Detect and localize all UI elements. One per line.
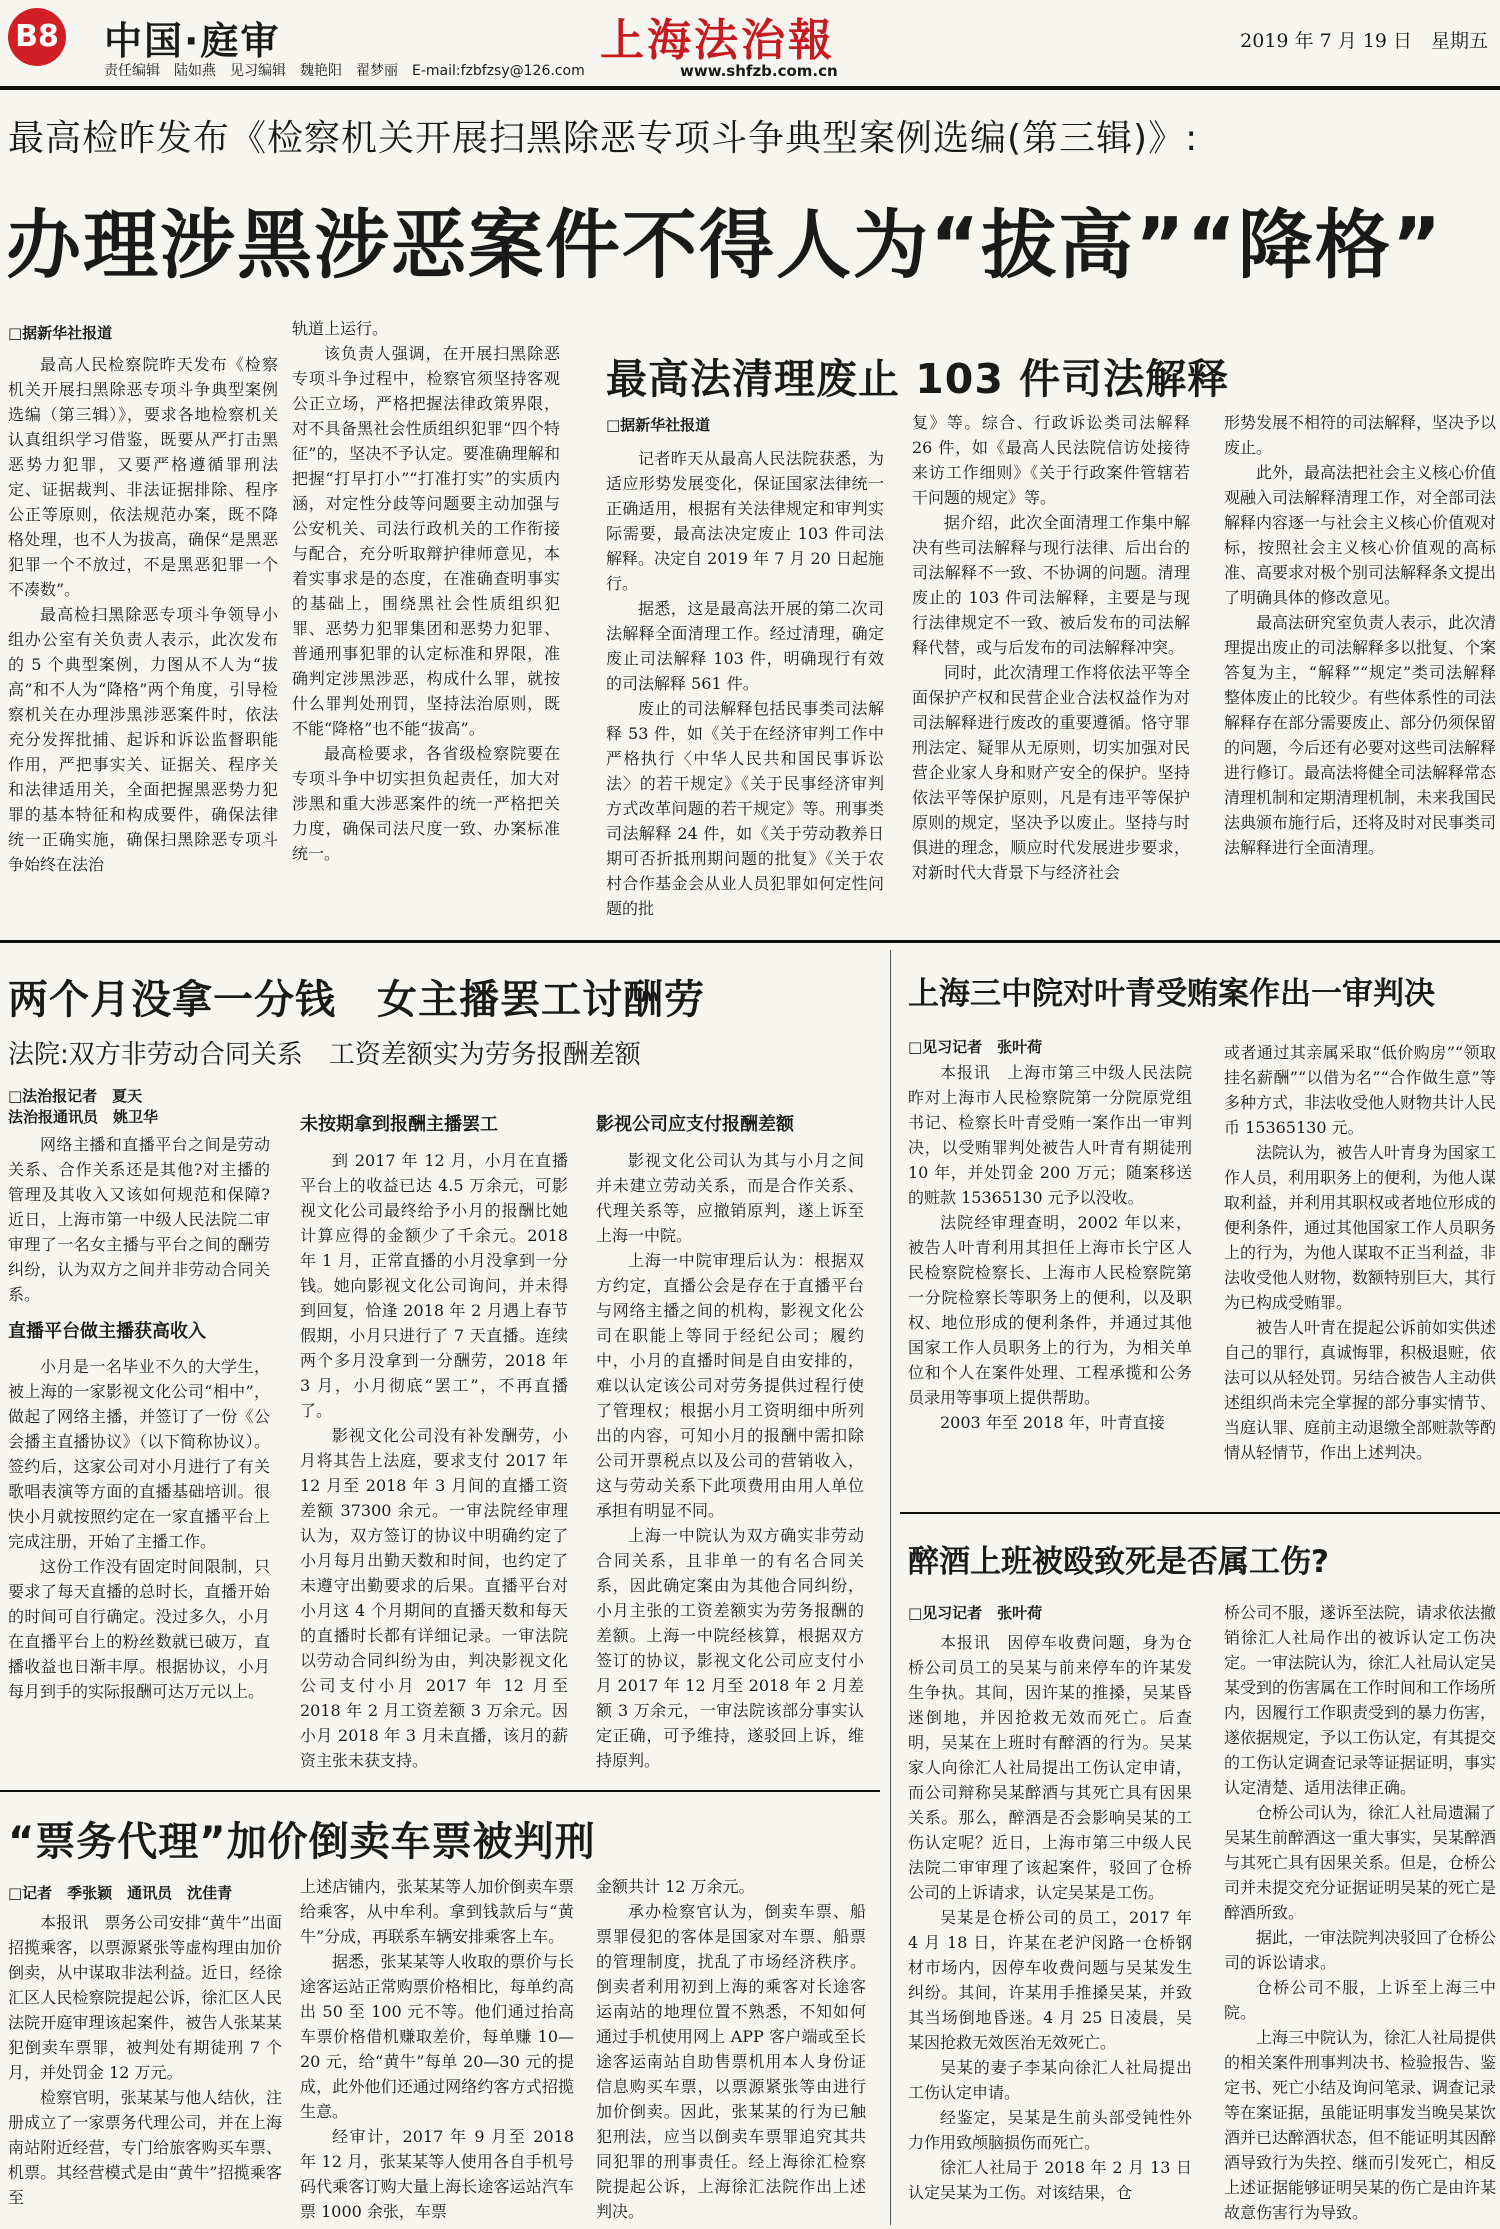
injury-byline: □见习记者 张叶荷 (908, 1604, 1043, 1622)
paragraph: 吴某的妻子李某向徐汇人社局提出工伤认定申请。 (908, 2058, 1192, 2102)
paragraph: 据悉，这是最高法开展的第二次司法解释全面清理工作。经过清理，确定废止司法解释 103 件，明确现行有效的司法解释 561 件。 (606, 599, 884, 693)
paragraph: 或者通过其亲属采取“低价购房”“领取挂名薪酬”“以借为名”“合作做生意”等多种方式，非法收受他人财物共计人民币 15365130 元。 (1224, 1043, 1497, 1137)
section-divider (0, 940, 1500, 943)
paragraph: 金额共计 12 万余元。 (596, 1877, 755, 1896)
paragraph: 桥公司不服，遂诉至法院，请求依法撤销徐汇人社局作出的被诉认定工伤决定。一审法院认为，徐汇人社局认定吴某受到的伤害属在工作时间和工作场所内，因履行工作职责受到的暴力伤害，遂依据规定，予以工伤认定，有其提交的工伤认定调查记录等证据证明，事实认定清楚、适用法律正确。 (1224, 1603, 1497, 1797)
paragraph: 这份工作没有固定时间限制，只要求了每天直播的总时长，直播开始的时间可自行确定。没过多久，小月在直播平台上的粉丝数就已破万，直播收益也日渐丰厚。根据协议，小月每月到手的实际报酬可达万元以上。 (8, 1557, 270, 1701)
paragraph: 仓桥公司认为，徐汇人社局遗漏了吴某生前醉酒这一重大事实，吴某醉酒与其死亡具有因果关系。但是，仓桥公司并未提交充分证据证明吴某的死亡是醉酒所致。 (1224, 1803, 1497, 1922)
anchor-column-2 (300, 1148, 568, 1778)
lead-column-1 (8, 352, 278, 897)
masthead-rule (0, 86, 1500, 90)
paragraph: 上述店铺内，张某某等人加价倒卖车票给乘客，从中牟利。拿到钱款后与“黄牛”分成，再联系车辆安排乘客上车。 (300, 1877, 574, 1946)
lead-headline: 办理涉黑涉恶案件不得人为“拔高”“降格” (6, 201, 1444, 289)
byline-reporter: □法治报记者 夏天 (8, 1087, 143, 1105)
bribery-byline: □见习记者 张叶荷 (908, 1038, 1043, 1056)
lead-column-2 (292, 316, 560, 896)
paragraph: 本报讯 上海市第三中级人民法院昨对上海市人民检察院第一分院原党组书记、检察长叶青受贿一案作出一审判决，以受贿罪判处被告人叶青有期徒刑 10 年，并处罚金 200 万元；随案移送的赃款 15365130 元予以没收。 (908, 1063, 1192, 1207)
paragraph: 吴某是仓桥公司的员工，2017 年 4 月 18 日，许某在老沪闵路一仓桥钢材市场内，因停车收费问题与吴某发生纠纷。其间，许某用手推搡吴某，并致其当场倒地昏迷。4 月 25 日凌晨，吴某因抢救无效医治无效死亡。 (908, 1908, 1192, 2052)
paragraph: 法院经审理查明，2002 年以来，被告人叶青利用其担任上海市长宁区人民检察院检察长、上海市人民检察院第一分院检察长等职务上的便利，以及职权、地位形成的便利条件，并通过其他国家工作人员职务上的行为，为相关单位和个人在案件处理、工程承揽和公务员录用等事项上提供帮助。 (908, 1213, 1192, 1407)
paragraph: 据此，一审法院判决驳回了仓桥公司的诉讼请求。 (1224, 1928, 1497, 1972)
newspaper-logo: 上海法治報 (600, 15, 835, 66)
byline-correspondent: 法治报通讯员 姚卫华 (8, 1108, 159, 1126)
paragraph: 最高人民检察院昨天发布《检察机关开展扫黑除恶专项斗争典型案例选编（第三辑）》，要求各地检察机关认真组织学习借鉴，既要从严打击黑恶势力犯罪，又要严格遵循罪刑法定、证据裁判、非法证据排除、程序公正等原则，依法规范办案，既不降格处理，也不人为拔高，确保“是黑恶犯罪一个不放过，不是黑恶犯罪一个不凑数”。 (8, 355, 278, 599)
anchor-byline (8, 1086, 158, 1128)
paragraph: 被告人叶青在提起公诉前如实供述自己的罪行，真诚悔罪，积极退赃，依法可以从轻处罚。另结合被告人主动供述组织尚未完全掌握的部分事实情节、当庭认罪、庭前主动退缴全部赃款等酌情从轻情节，作出上述判决。 (1224, 1318, 1497, 1462)
newspaper-url: www.shfzb.com.cn (680, 62, 838, 80)
anchor-column-1 (8, 1132, 270, 1782)
paragraph: 徐汇人社局于 2018 年 2 月 13 日认定吴某为工伤。对该结果，仓 (908, 2158, 1192, 2202)
bribery-column-2 (1224, 1040, 1496, 1495)
section-title: 中国·庭审 (104, 19, 281, 63)
paragraph: 上海三中院认为，徐汇人社局提供的相关案件刑事判决书、检验报告、鉴定书、死亡小结及询问笔录、调查记录等在案证据，虽能证明事发当晚吴某饮酒并已达醉酒状态，但不能证明其因醉酒导致行为失控、继而引发死亡，相反上述证据能够证明吴某的伤亡是由许某故意伤害行为导致。 (1224, 2028, 1497, 2222)
paragraph: 形势发展不相符的司法解释，坚决予以废止。 (1224, 413, 1497, 457)
ticket-column-1 (8, 1910, 282, 2225)
ticket-column-3 (596, 1874, 866, 2224)
paragraph: 该负责人强调，在开展扫黑除恶专项斗争过程中，检察官须坚持客观公正立场，严格把握法律政策界限，对不具备黑社会性质组织犯罪“四个特征”的，坚决不予认定。要准确理解和把握“打早打小”“打准打实”的实质内涵，对定性分歧等问题要主动加强与公安机关、司法行政机关的工作衔接与配合，充分听取辩护律师意见，本着实事求是的态度，在准确查明事实的基础上，围绕黑社会性质组织犯罪、恶势力犯罪集团和恶势力犯罪、普通刑事犯罪的认定标准和界限，准确判定涉黑涉恶，构成什么罪，就按什么罪判处刑罚，坚持法治原则，既不能“降格”也不能“拔高”。 (292, 344, 560, 738)
interp-byline: □据新华社报道 (606, 416, 711, 434)
paragraph: 同时，此次清理工作将依法平等全面保护产权和民营企业合法权益作为对司法解释进行废改的重要遵循。恪守罪刑法定、疑罪从无原则，切实加强对民营企业家人身和财产安全的保护。坚持依法平等保护原则，凡是有违平等保护原则的规定，坚决予以废止。坚持与时俱进的理念，顺应时代发展进步要求，对新时代大背景下与经济社会 (912, 663, 1190, 882)
paragraph: 记者昨天从最高人民法院获悉，为适应形势发展变化，保证国家法律统一正确适用，根据有关法律规定和审判实际需要，最高法决定废止 103 件司法解释。决定自 2019 年 7 月 20 日起施行。 (606, 449, 884, 593)
injury-column-1 (908, 1630, 1192, 2226)
column-divider (890, 950, 891, 2225)
paragraph: 此外，最高法把社会主义核心价值观融入司法解释清理工作，对全部司法解释内容逐一与社会主义核心价值观对标，按照社会主义核心价值观的高标准、高要求对极个别司法解释条文提出了明确具体的修改意见。 (1224, 463, 1497, 607)
paragraph: 影视文化公司没有补发酬劳，小月将其告上法庭，要求支付 2017 年 12 月至 2018 年 3 月间的直播工资差额 37300 余元。一审法院经审理认为，双方签订的协议中明确约定了小月每月出勤天数和时间，也约定了未遵守出勤要求的后果。直播平台对小月这 4 个月期间的直播天数和每天的直播时长都有详细记录。一审法院以劳动合同纠纷为由，判决影视文化公司支付小月 2017 年 12 月至 2018 年 2 月工资差额 3 万余元。因小月 2018 年 3 月未直播，该月的薪资主张未获支持。 (300, 1426, 568, 1770)
paragraph: 本报讯 因停车收费问题，身为仓桥公司员工的吴某与前来停车的许某发生争执。其间，因许某的推搡，吴某昏迷倒地，并因抢救无效而死亡。后查明，吴某在上班时有醉酒的行为。吴某家人向徐汇人社局提出工伤认定申请，而公司辩称吴某醉酒与其死亡具有因果关系。那么，醉酒是否会影响吴某的工伤认定呢？近日，上海市第三中级人民法院二审审理了该起案件，驳回了仓桥公司的上诉请求，认定吴某是工伤。 (908, 1633, 1192, 1902)
interp-headline: 最高法清理废止 103 件司法解释 (606, 355, 1230, 403)
paragraph: 到 2017 年 12 月，小月在直播平台上的收益已达 4.5 万余元，可影视文化公司最终给予小月的报酬比她计算应得的金额少了千余元。2018 年 1 月，正常直播的小月没拿到一分钱。她向影视文化公司询问，并未得到回复，恰逢 2018 年 2 月遇上春节假期，小月只进行了 7 天直播。连续两个多月没拿到一分酬劳，2018 年 3 月，小月彻底“罢工”，不再直播了。 (300, 1151, 568, 1420)
paragraph: 仓桥公司不服，上诉至上海三中院。 (1224, 1978, 1496, 2022)
lead-kicker: 最高检昨发布《检察机关开展扫黑除恶专项斗争典型案例选编(第三辑)》: (8, 118, 1199, 159)
anchor-section-heading: 未按期拿到报酬主播罢工 (300, 1114, 498, 1135)
paragraph: 小月是一名毕业不久的大学生，被上海的一家影视文化公司“相中”，做起了网络主播，并签订了一份《公会播主直播协议》（以下简称协议）。签约后，这家公司对小月进行了有关歌唱表演等方面的直播基础培训。很快小月就按照约定在一家直播平台上完成注册，开始了主播工作。 (8, 1357, 270, 1551)
paragraph: 承办检察官认为，倒卖车票、船票罪侵犯的客体是国家对车票、船票的管理制度，扰乱了市场经济秩序。倒卖者利用初到上海的乘客对长途客运南站的地理位置不熟悉，不知如何通过手机使用网上 APP 客户端或至长途客运南站自助售票机用本人身份证信息购买车票，以票源紧张等由进行加价倒卖。因此，张某某的行为已触犯刑法，应当以倒卖车票罪追究其共同犯罪的刑事责任。经上海徐汇检察院提起公诉，上海徐汇法院作出上述判决。 (596, 1902, 866, 2221)
interp-column-3 (1224, 410, 1496, 898)
paragraph: 经鉴定，吴某是生前头部受钝性外力作用致颅脑损伤而死亡。 (908, 2108, 1192, 2152)
injury-headline: 醉酒上班被殴致死是否属工伤? (908, 1544, 1329, 1580)
anchor-section-heading: 直播平台做主播获高收入 (8, 1321, 206, 1342)
paragraph: 网络主播和直播平台之间是劳动关系、合作关系还是其他?对主播的管理及其收入又该如何规范和保障? 近日，上海市第一中级人民法院二审审理了一名女主播与平台之间的酬劳纠纷，认为双方之间并非劳动合同关系。 (8, 1135, 270, 1304)
page-number-badge: B8 (8, 8, 66, 66)
section-divider (900, 1512, 1500, 1514)
paragraph: 复》等。综合、行政诉讼类司法解释 26 件，如《最高人民法院信访处接待来访工作细则》《关于行政案件管辖若干问题的规定》等。 (912, 413, 1190, 507)
paragraph: 最高法研究室负责人表示，此次清理提出废止的司法解释多以批复、个案答复为主，“解释”“规定”类司法解释整体废止的比较少。有些体系性的司法解释存在部分需要废止、部分仍须保留的问题，今后还有必要对这些司法解释进行修订。最高法将健全司法解释常态清理机制和定期清理机制，未来我国民法典颁布施行后，还将及时对民事类司法解释进行全面清理。 (1224, 613, 1497, 857)
masthead (0, 0, 1500, 86)
editors-line: 责任编辑 陆如燕 见习编辑 魏艳阳 翟梦丽 E-mail:fzbfzsy@126.com (104, 63, 585, 79)
paragraph: 检察官明，张某某与他人结伙，注册成立了一家票务代理公司，并在上海南站附近经营，专门给旅客购买车票、机票。其经营模式是由“黄牛”招揽乘客至 (8, 2088, 282, 2207)
anchor-subheadline: 法院:双方非劳动合同关系 工资差额实为劳务报酬差额 (8, 1040, 641, 1070)
issue-date: 2019 年 7 月 19 日 星期五 (1240, 30, 1488, 52)
bribery-headline: 上海三中院对叶青受贿案作出一审判决 (908, 976, 1435, 1012)
interp-column-1 (606, 446, 884, 918)
ticket-byline: □记者 季张颖 通讯员 沈佳青 (8, 1884, 233, 1902)
paragraph: 2003 年至 2018 年，叶青直接 (940, 1413, 1165, 1432)
injury-column-2 (1224, 1600, 1496, 2226)
lead-byline: □据新华社报道 (8, 324, 113, 342)
anchor-column-3 (596, 1148, 864, 1778)
section-divider (0, 1790, 880, 1792)
paragraph: 据悉，张某某等人收取的票价与长途客运站正常购票价格相比，每单约高出 50 至 100 元不等。他们通过抬高车票价格借机赚取差价，每单赚 10—20 元，给“黄牛”每单 20—30 元的提成，此外他们还通过网络约客方式招揽生意。 (300, 1952, 574, 2121)
bribery-column-1 (908, 1060, 1192, 1500)
anchor-section-heading: 影视公司应支付报酬差额 (596, 1114, 794, 1135)
paragraph: 本报讯 票务公司安排“黄牛”出面招揽乘客，以票源紧张等虚构理由加价倒卖，从中谋取非法利益。近日，经徐汇区人民检察院提起公诉，徐汇区人民法院开庭审理该起案件，被告人张某某犯倒卖车票罪，被判处有期徒刑 7 个月，并处罚金 12 万元。 (8, 1913, 282, 2082)
paragraph: 经审计，2017 年 9 月至 2018 年 12 月，张某某等人使用各自手机号码代乘客订购大量上海长途客运站汽车票 1000 余张，车票 (300, 2127, 574, 2221)
ticket-column-2 (300, 1874, 574, 2224)
ticket-headline: “票务代理”加价倒卖车票被判刑 (8, 1819, 596, 1865)
paragraph: 上海一中院认为双方确实非劳动合同关系，且非单一的有名合同关系，因此确定案由为其他合同纠纷，小月主张的工资差额实为劳务报酬的差额。上海一中院经核算，根据双方签订的协议，影视文化公司应支付小月 2017 年 12 月至 2018 年 2 月差额 3 万余元，一审法院该部分事实认定正确，可予维持，遂驳回上诉，维持原判。 (596, 1526, 864, 1770)
paragraph: 最高检要求，各省级检察院要在专项斗争中切实担负起责任，加大对涉黑和重大涉恶案件的统一严格把关力度，确保司法尺度一致、办案标准统一。 (292, 744, 560, 863)
paragraph: 废止的司法解释包括民事类司法解释 53 件，如《关于在经济审判工作中严格执行〈中华人民共和国民事诉讼法〉的若干规定》《关于民事经济审判方式改革问题的若干规定》等。刑事类司法解释 24 件，如《关于劳动教养日期可否折抵刑期问题的批复》《关于农村合作基金会从业人员犯罪如何定性问题的批 (606, 699, 884, 918)
paragraph: 据介绍，此次全面清理工作集中解决有些司法解释与现行法律、后出台的司法解释不一致、不协调的问题。清理废止的 103 件司法解释，主要是与现行法律规定不一致、被后发布的司法解释代替，或与后发布的司法解释冲突。 (912, 513, 1190, 657)
paragraph: 法院认为，被告人叶青身为国家工作人员，利用职务上的便利，为他人谋取利益，并利用其职权或者地位形成的便利条件，通过其他国家工作人员职务上的行为，为他人谋取不正当利益，非法收受他人财物，数额特别巨大，其行为已构成受贿罪。 (1224, 1143, 1497, 1312)
paragraph: 上海一中院审理后认为：根据双方约定，直播公会是存在于直播平台与网络主播之间的机构，影视文化公司在职能上等同于经纪公司；履约中，小月的直播时间是自由安排的，难以认定该公司对劳务提供过程行使了管理权；根据小月工资明细中所列出的内容，可知小月的报酬中需扣除公司开票税点以及公司的营销收入，这与劳动关系下此项费用由用人单位承担有明显不同。 (596, 1251, 864, 1520)
paragraph: 影视文化公司认为其与小月之间并未建立劳动关系，而是合作关系、代理关系等，应撤销原判，遂上诉至上海一中院。 (596, 1151, 864, 1245)
paragraph: 轨道上运行。 (292, 319, 389, 338)
anchor-headline: 两个月没拿一分钱 女主播罢工讨酬劳 (8, 977, 705, 1023)
interp-column-2 (912, 410, 1190, 898)
paragraph: 最高检扫黑除恶专项斗争领导小组办公室有关负责人表示，此次发布的 5 个典型案例，力图从不人为“拔高”和不人为“降格”两个角度，引导检察机关在办理涉黑涉恶案件时，依法充分发挥批捕、起诉和诉讼监督职能作用，严把事实关、证据关、程序关和法律适用关，全面把握黑恶势力犯罪的基本特征和构成要件，确保法律统一正确实施，确保扫黑除恶专项斗争始终在法治 (8, 605, 278, 874)
